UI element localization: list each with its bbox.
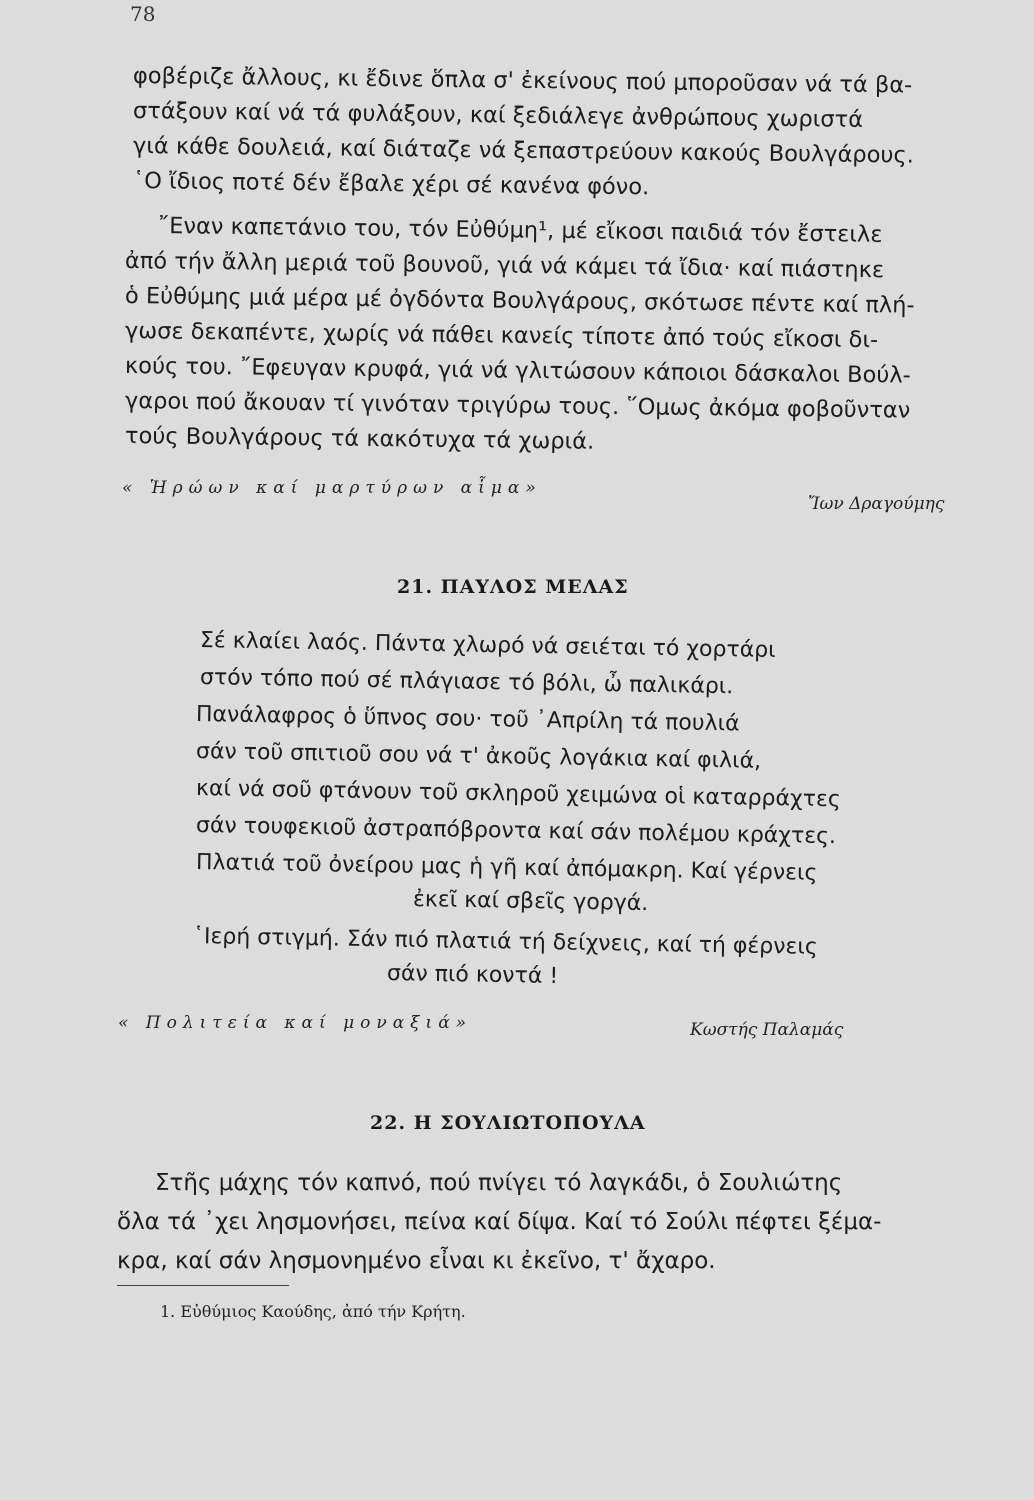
poem-line: Πλατιά τοῦ ὀνείρου μας ἡ γῆ καί ἀπόμακρη. Καί γέρνεις bbox=[195, 850, 818, 886]
poem-line: Σέ κλαίει λαός. Πάντα χλωρό νά σειέται τό χορτάρι bbox=[199, 628, 776, 664]
page-number: 78 bbox=[130, 2, 156, 26]
poem-line: σάν πιό κοντά ! bbox=[386, 961, 559, 989]
section-heading: 21. ΠΑΥΛΟΣ ΜΕΛΑΣ bbox=[397, 576, 629, 598]
source-title: « Πολιτεία καί μοναξιά» bbox=[118, 1013, 473, 1033]
source-author: Κωστής Παλαμάς bbox=[690, 1020, 844, 1040]
text-line: κρα, καί σάν λησμονημένο εἶναι κι ἐκεῖνο, τ' ἄχαρο. bbox=[117, 1248, 716, 1274]
text-line: γιά κάθε δουλειά, καί διάταζε νά ξεπαστρεύουν κακούς Βουλγάρους. bbox=[132, 133, 914, 169]
text-line: γωσε δεκαπέντε, χωρίς νά πάθει κανείς τίποτε ἀπό τούς εἴκοσι δι- bbox=[124, 318, 879, 354]
text-line: ἀπό τήν ἄλλη μεριά τοῦ βουνοῦ, γιά νά κάμει τά ἴδια· καί πιάστηκε bbox=[124, 248, 885, 284]
poem-line: στόν τόπο πού σέ πλάγιασε τό βόλι, ὦ παλικάρι. bbox=[199, 665, 734, 700]
poem-line: σάν τοῦ σπιτιοῦ σου νά τ' ἀκοῦς λογάκια καί φιλιά, bbox=[195, 739, 762, 774]
poem-line: ἐκεῖ καί σβεῖς γοργά. bbox=[412, 887, 649, 917]
text-line: ῾Ο ἴδιος ποτέ δέν ἔβαλε χέρι σέ κανένα φόνο. bbox=[132, 168, 650, 201]
text-line: ῎Εναν καπετάνιο του, τόν Εὐθύμη¹, μέ εἴκοσι παιδιά τόν ἔστειλε bbox=[157, 213, 883, 248]
source-title: « Ἡρώων καί μαρτύρων αἷμα» bbox=[122, 478, 542, 498]
text-line: γαροι πού ἄκουαν τί γινόταν τριγύρω τους. ῞Ομως ἀκόμα φοβοῦνταν bbox=[124, 388, 911, 424]
poem-line: καί νά σοῦ φτάνουν τοῦ σκληροῦ χειμώνα οἱ καταρράχτες bbox=[195, 776, 841, 813]
section-heading: 22. Η ΣΟΥΛΙΩΤΟΠΟΥΛΑ bbox=[370, 1112, 646, 1134]
footnote: 1. Εὐθύμιος Καούδης, ἀπό τήν Κρήτη. bbox=[160, 1302, 466, 1321]
poem-line: σάν τουφεκιοῦ ἀστραπόβροντα καί σάν πολέμου κράχτες. bbox=[195, 813, 837, 850]
text-line: ὅλα τά ᾿χει λησμονήσει, πείνα καί δίψα. Καί τό Σούλι πέφτει ξέμα- bbox=[117, 1209, 882, 1235]
text-line: τούς Βουλγάρους τά κακότυχα τά χωριά. bbox=[124, 423, 595, 455]
text-line: ὁ Εὐθύμης μιά μέρα μέ ὀγδόντα Βουλγάρους, σκότωσε πέντε καί πλή- bbox=[124, 283, 915, 319]
text-line: φοβέριζε ἄλλους, κι ἔδινε ὅπλα σ' ἐκείνους πού μποροῦσαν νά τά βα- bbox=[132, 63, 913, 99]
poem-line: ῾Ιερή στιγμή. Σάν πιό πλατιά τή δείχνεις, καί τή φέρνεις bbox=[192, 924, 818, 960]
poem-line: Πανάλαφρος ὁ ὕπνος σου· τοῦ ᾿Απρίλη τά πουλιά bbox=[195, 702, 740, 737]
text-line: στάξουν καί νά τά φυλάξουν, καί ξεδιάλεγε ἀνθρώπους χωριστά bbox=[132, 98, 864, 133]
footnote-divider bbox=[117, 1285, 289, 1286]
text-line: κούς του. ῎Εφευγαν κρυφά, γιά νά γλιτώσουν κάποιοι δάσκαλοι Βούλ- bbox=[124, 353, 911, 389]
text-line: Στῆς μάχης τόν καπνό, πού πνίγει τό λαγκάδι, ὁ Σουλιώτης bbox=[155, 1170, 843, 1196]
source-author: Ἴων Δραγούμης bbox=[808, 494, 945, 514]
